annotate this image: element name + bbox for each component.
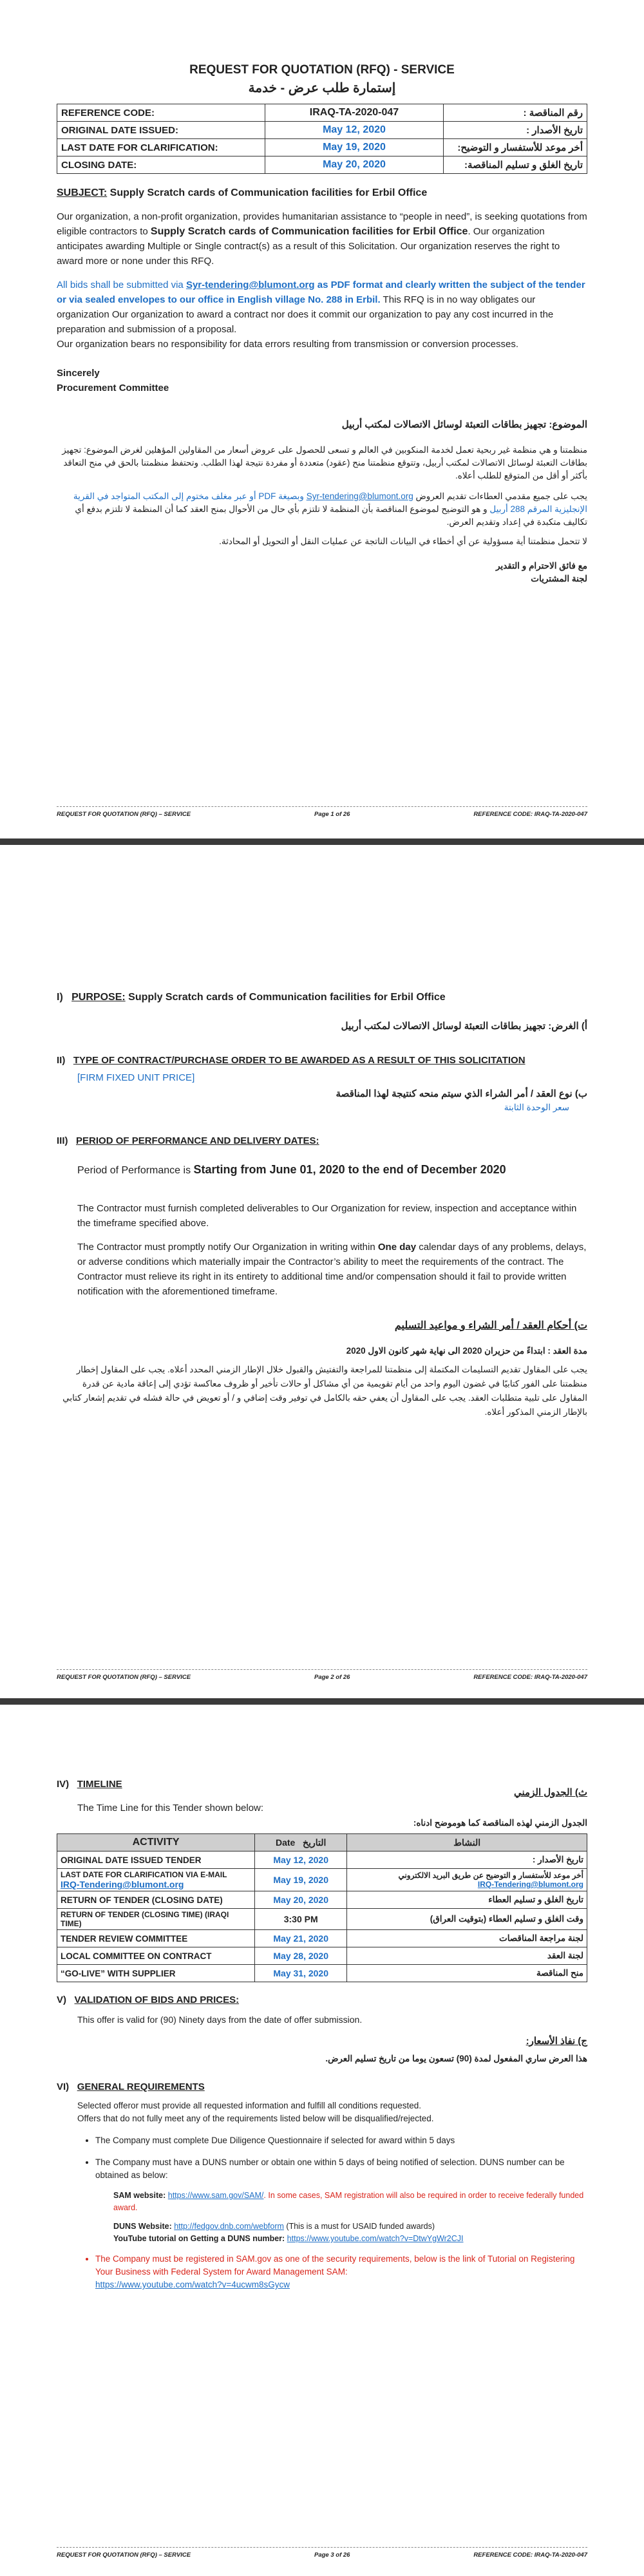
- section-purpose: [57, 990, 587, 1005]
- page-footer: [57, 806, 587, 818]
- column-header-activity: ACTIVITY: [57, 1834, 255, 1852]
- sam-line: [113, 2190, 587, 2214]
- page-1: [0, 0, 644, 831]
- activity-date: May 28, 2020: [255, 1947, 347, 1965]
- date-header-arabic: التاريخ: [303, 1837, 327, 1848]
- timeline-table: [57, 1833, 587, 1982]
- section-number: II): [57, 1055, 66, 1066]
- submission-paragraph: [57, 278, 587, 337]
- subject-text: Supply Scratch cards of Communication facilities for Erbil Office: [107, 187, 428, 198]
- page-number: Page 1 of 26: [314, 811, 350, 818]
- date-header: Date: [276, 1837, 296, 1848]
- table-row: [57, 1909, 587, 1930]
- activity: RETURN OF TENDER (CLOSING TIME) (IRAQI TIME): [57, 1909, 255, 1930]
- page-footer: [57, 2547, 587, 2559]
- page-3: [0, 1705, 644, 2576]
- table-row: [57, 1869, 587, 1891]
- document-title-arabic: إستمارة طلب عرض - خدمة: [248, 81, 396, 95]
- intro-arabic: منظمتنا و هي منظمة غير ربحية تعمل لخدمة المنكوبين في العالم و تسعى للحصول على عروض أسعار من المقاولين المؤهلين لغرض الموضوع: تجهيز بطاقات التعبئة لوسائل الاتصالات لمكتب أربيل، وتتوقع منظمتنا منح (عقود) متعددة أو مفردة نتيجة لهذا الطلب. وتحتفظ منظمتنا بالحق في منح التعاقد بأكثر أو أقل من المتوقع للطلب أعلاه.: [62, 445, 587, 480]
- tender-email-link[interactable]: Syr-tendering@blumont.org: [185, 279, 315, 290]
- submission-arabic-text: يجب على جميع مقدمي العطاءات تقديم العروض: [413, 491, 587, 501]
- notify-text: The Contractor must promptly notify Our Organization in writing within: [77, 1242, 378, 1253]
- table-row: [57, 1930, 587, 1947]
- duns-website-link[interactable]: http://fedgov.dnb.com/webform: [174, 2222, 284, 2231]
- tender-email-link-arabic[interactable]: Syr-tendering@blumont.org: [306, 491, 413, 501]
- requirements-intro: Selected offeror must provide all requested information and fulfill all conditions requested.: [77, 2101, 422, 2110]
- sincerely: Sincerely: [57, 368, 100, 379]
- requirements-list: [77, 2134, 587, 2182]
- deliverables-paragraph: The Contractor must furnish completed deliverables to Our Organization for review, inspection and acceptance within the timeframe specified above.: [77, 1203, 577, 1229]
- activity-date: May 31, 2020: [255, 1965, 347, 1982]
- activity-arabic-text: أخر موعد للأستفسار و التوضيح عن طريق البريد الالكتروني: [398, 1871, 583, 1880]
- document-title: REQUEST FOR QUOTATION (RFQ) - SERVICE: [189, 63, 455, 77]
- duns-links: [113, 2190, 587, 2245]
- subject-line: [57, 185, 587, 200]
- duns-note: (This is a must for USAID funded awards): [283, 2222, 435, 2231]
- clarification-date: May 19, 2020: [265, 139, 444, 156]
- original-date: May 12, 2020: [265, 122, 444, 139]
- ref-label: REFERENCE CODE:: [57, 104, 265, 122]
- contract-type-value-arabic: سعر الوحدة الثابتة: [504, 1103, 569, 1112]
- ref-label-arabic: تاريخ الأصدار :: [444, 122, 587, 139]
- list-item: [95, 2253, 587, 2291]
- duns-label: DUNS Website:: [113, 2222, 175, 2231]
- table-row: [57, 139, 587, 156]
- sam-website-link[interactable]: https://www.sam.gov/SAM/: [167, 2191, 264, 2200]
- ref-label-arabic: رقم المناقصة :: [444, 104, 587, 122]
- ref-label-arabic: أخر موعد للأستفسار و التوضيح:: [444, 139, 587, 156]
- sam-label: SAM website:: [113, 2191, 168, 2200]
- footer-left: REQUEST FOR QUOTATION (RFQ) – SERVICE: [57, 1674, 191, 1681]
- table-row: [57, 122, 587, 139]
- activity-arabic: تاريخ الأصدار :: [347, 1852, 587, 1869]
- section-period-arabic: ت) أحكام العقد / أمر الشراء و مواعيد التسليم: [394, 1320, 587, 1331]
- section-label: PERIOD OF PERFORMANCE AND DELIVERY DATES:: [76, 1135, 319, 1146]
- duns-line: [113, 2221, 587, 2233]
- timeline-intro-arabic: الجدول الزمني لهذه المناقصة كما هوموضح ادناه:: [413, 1818, 587, 1828]
- ref-label: CLOSING DATE:: [57, 156, 265, 174]
- requirements-intro: Offers that do not fully meet any of the requirements listed below will be disqualified/rejected.: [77, 2114, 434, 2123]
- submission-text: All bids shall be submitted via: [57, 279, 186, 290]
- section-text: Supply Scratch cards of Communication facilities for Erbil Office: [125, 992, 446, 1003]
- validation-text-arabic: هذا العرض ساري المفعول لمدة (90) تسعون يوما من تاريخ تسليم العرض.: [325, 2054, 587, 2063]
- timeline-intro: The Time Line for this Tender shown below:: [77, 1803, 264, 1814]
- intro-subject: Supply Scratch cards of Communication facilities for Erbil Office: [150, 226, 468, 237]
- period-details-arabic: يجب على المقاول تقديم التسليمات المكتملة إلى منظمتنا للمراجعة والتفتيش والقبول خلال الإطار الزمني المحدد أعلاه. يجب على المقاول إخطار منظمتنا على الفور كتابيًا في غضون اليوم واحد من أيام تقويمية من أي مشاكل أو حالات تأخير أو ظروف معاكسة تؤدي إلى إعاقة مادية عن قدرة المقاول على تلبية متطلبات العقد. يجب على المقاول أن يعفي حقه بالكامل في توفير وقت إضافي و / أو تعويض في حالة فشله في تقديم إشعار كتابي بالإطار الزمني المذكور أعلاه.: [62, 1365, 587, 1417]
- activity: “GO-LIVE” WITH SUPPLIER: [57, 1965, 255, 1982]
- reference-table: [57, 104, 587, 174]
- list-item: • The Company must have a DUNS number or obtain one within 5 days of being notified of selection. DUNS number can be obtained as below:: [95, 2156, 587, 2182]
- section-number: V): [57, 1994, 66, 2005]
- activity-arabic: وقت الغلق و تسليم العطاء (بتوقيت العراق): [347, 1909, 587, 1930]
- requirements-list: [77, 2253, 587, 2291]
- section-contract-type: [57, 1053, 587, 1068]
- activity-arabic: لجنة مراجعة المناقصات: [347, 1930, 587, 1947]
- section-contract-type-arabic: ب) نوع العقد / أمر الشراء الذي سيتم منحه كنتيجة لهذا المناقصة: [336, 1088, 587, 1099]
- committee-arabic: لجنة المشتريات: [531, 574, 587, 583]
- section-validation: [57, 1993, 587, 2007]
- ref-label-arabic: تاريخ الغلق و تسليم المناقصة:: [444, 156, 587, 174]
- page-2: [0, 845, 644, 1698]
- section-number: III): [57, 1135, 68, 1146]
- activity-date: 3:30 PM: [255, 1909, 347, 1930]
- page-number: Page 2 of 26: [314, 1674, 350, 1681]
- table-row: [57, 1852, 587, 1869]
- submission-arabic-text: وبصيغة PDF أو عبر مغلف مختوم إلى المكتب المتواجد في القرية الإنجليزية المرقم 288 أربيل: [73, 491, 587, 514]
- notify-text: calendar days of any problems, delays, or adverse conditions which materially impair the Contractor’s ability to meet the requirements of the contract. The Contractor must relieve its right in its entirety to additional time and/or compensation should it fail to provide written notification with the aforementioned timeframe.: [77, 1242, 587, 1297]
- youtube-label: YouTube tutorial on Getting a DUNS number:: [113, 2234, 287, 2243]
- activity-date: May 19, 2020: [255, 1869, 347, 1891]
- activity-arabic: منح المناقصة: [347, 1965, 587, 1982]
- notify-days: One day: [377, 1242, 417, 1253]
- table-header-row: [57, 1834, 587, 1852]
- section-number: I): [57, 992, 63, 1003]
- section-label: TYPE OF CONTRACT/PURCHASE ORDER TO BE AWARDED AS A RESULT OF THIS SOLICITATION: [73, 1055, 526, 1066]
- clarification-email-link-arabic[interactable]: IRQ-Tendering@blumont.org: [477, 1880, 583, 1889]
- section-period: [57, 1133, 587, 1148]
- activity-arabic: لجنة العقد: [347, 1947, 587, 1965]
- timeline-heading: [57, 1779, 587, 1798]
- submission-text: This RFQ is in no way obligates our organization Our organization to award a contract nor does it commit our organization to pay any cost incurred in the preparation and submission of a proposal.: [57, 294, 554, 335]
- section-purpose-arabic: أ) الغرض: تجهيز بطاقات التعبئة لوسائل الاتصالات لمكتب أربيل: [341, 1021, 587, 1032]
- footer-reference: REFERENCE CODE: IRAQ-TA-2020-047: [473, 1674, 587, 1681]
- section-label: TIMELINE: [77, 1779, 122, 1790]
- footer-reference: REFERENCE CODE: IRAQ-TA-2020-047: [473, 2552, 587, 2559]
- reference-code: IRAQ-TA-2020-047: [265, 104, 444, 122]
- validation-text: This offer is valid for (90) Ninety days from the date of offer submission.: [77, 2014, 363, 2025]
- activity-date: May 21, 2020: [255, 1930, 347, 1947]
- closing-date: May 20, 2020: [265, 156, 444, 174]
- section-label: PURPOSE:: [71, 992, 126, 1003]
- activity-date: May 12, 2020: [255, 1852, 347, 1869]
- submission-arabic-text: و هو التوضيح لموضوع المناقصة بأن المنظمة لا تلتزم بأي حال من الأحوال بمنح العقد كما أن المنظمة لا تلتزم بدفع أي تكاليف متكبدة في إعداد وتقديم العرض.: [75, 504, 587, 527]
- page-separator: [0, 1698, 644, 1705]
- subject-label: SUBJECT:: [57, 187, 108, 198]
- table-row: [57, 156, 587, 174]
- period-text: Period of Performance is: [77, 1165, 194, 1176]
- column-header-date: [255, 1834, 347, 1852]
- footer-left: REQUEST FOR QUOTATION (RFQ) – SERVICE: [57, 811, 191, 818]
- subject-arabic: الموضوع: تجهيز بطاقات التعبئة لوسائل الاتصالات لمكتب أربيل: [341, 419, 587, 430]
- intro-paragraph: [57, 209, 587, 269]
- activity-arabic: تاريخ الغلق و تسليم العطاء: [347, 1891, 587, 1909]
- contract-type-value: [FIRM FIXED UNIT PRICE]: [77, 1072, 195, 1083]
- sam-tutorial-link[interactable]: https://www.youtube.com/watch?v=4ucwm8sGycw: [95, 2280, 290, 2289]
- activity: ORIGINAL DATE ISSUED TENDER: [57, 1852, 255, 1869]
- intro-text: Our organization, a non-profit organization, provides humanitarian assistance to “people in need”, is seeking quotations from eligible contractors to: [57, 211, 587, 237]
- section-validation-arabic: ج) نفاذ الأسعار:: [526, 2036, 587, 2047]
- table-row: [57, 1891, 587, 1909]
- notify-paragraph: [77, 1240, 587, 1299]
- table-row: [57, 1965, 587, 1982]
- period-of-performance: [77, 1162, 587, 1178]
- ref-label: LAST DATE FOR CLARIFICATION:: [57, 139, 265, 156]
- clarification-email-link[interactable]: IRQ-Tendering@blumont.org: [61, 1879, 184, 1889]
- section-timeline: [57, 1779, 122, 1790]
- page-separator: [0, 838, 644, 845]
- list-item: • The Company must complete Due Diligence Questionnaire if selected for award within 5 days: [95, 2134, 587, 2147]
- section-number: VI): [57, 2081, 70, 2092]
- section-general-requirements: [57, 2079, 587, 2094]
- activity-arabic: [347, 1869, 587, 1891]
- activity: RETURN OF TENDER (CLOSING DATE): [57, 1891, 255, 1909]
- intro-text: . Our organization anticipates awarding Multiple or Single contract(s) as a result of this Solicitation. Our organization reserves the right to award more or none under this RFQ.: [57, 226, 560, 267]
- activity: TENDER REVIEW COMMITTEE: [57, 1930, 255, 1947]
- footer-reference: REFERENCE CODE: IRAQ-TA-2020-047: [473, 811, 587, 818]
- page-footer: [57, 1669, 587, 1681]
- column-header-activity-arabic: النشاط: [347, 1834, 587, 1852]
- youtube-duns-link[interactable]: https://www.youtube.com/watch?v=DtwYgWr2CJI: [287, 2234, 464, 2243]
- period-dates: Starting from June 01, 2020 to the end of December 2020: [193, 1163, 506, 1176]
- page-number: Page 3 of 26: [314, 2552, 350, 2559]
- activity: [57, 1869, 255, 1891]
- section-number: IV): [57, 1779, 70, 1790]
- sam-note: . In some cases, SAM registration will also be required in order to receive federally funded award.: [113, 2191, 584, 2212]
- activity-text: LAST DATE FOR CLARIFICATION VIA E-MAIL: [61, 1870, 227, 1879]
- section-label: GENERAL REQUIREMENTS: [77, 2081, 205, 2092]
- youtube-line: [113, 2233, 587, 2245]
- section-timeline-arabic: ث) الجدول الزمني: [514, 1787, 587, 1798]
- section-label: VALIDATION OF BIDS AND PRICES:: [74, 1994, 240, 2005]
- responsibility-paragraph: Our organization bears no responsibility for data errors resulting from transmission or conversion processes.: [57, 339, 518, 350]
- sign-arabic: مع فائق الاحترام و التقدير: [495, 561, 587, 571]
- table-row: [57, 104, 587, 122]
- table-row: [57, 1947, 587, 1965]
- submission-text: as PDF format and clearly written the subject of the tender or via sealed envelopes to our office in English village No. 288 in Erbil.: [57, 279, 585, 305]
- period-arabic: مدة العقد : ابتداءً من حزيران 2020 الى نهاية شهر كانون الاول 2020: [346, 1346, 587, 1356]
- ref-label: ORIGINAL DATE ISSUED:: [57, 122, 265, 139]
- submission-arabic: [57, 490, 587, 529]
- activity: LOCAL COMMITTEE ON CONTRACT: [57, 1947, 255, 1965]
- footer-left: REQUEST FOR QUOTATION (RFQ) – SERVICE: [57, 2552, 191, 2559]
- committee: Procurement Committee: [57, 383, 169, 393]
- activity-date: May 20, 2020: [255, 1891, 347, 1909]
- responsibility-arabic: لا تتحمل منظمتنا أية مسؤولية عن أي أخطاء في البيانات الناتجة عن عمليات النقل أو التحويل أو المحادثة.: [219, 536, 587, 546]
- sam-requirement: The Company must be registered in SAM.gov as one of the security requirements, below is the link of Tutorial on Registering Your Business with Federal System for Award Management SAM:: [95, 2254, 575, 2277]
